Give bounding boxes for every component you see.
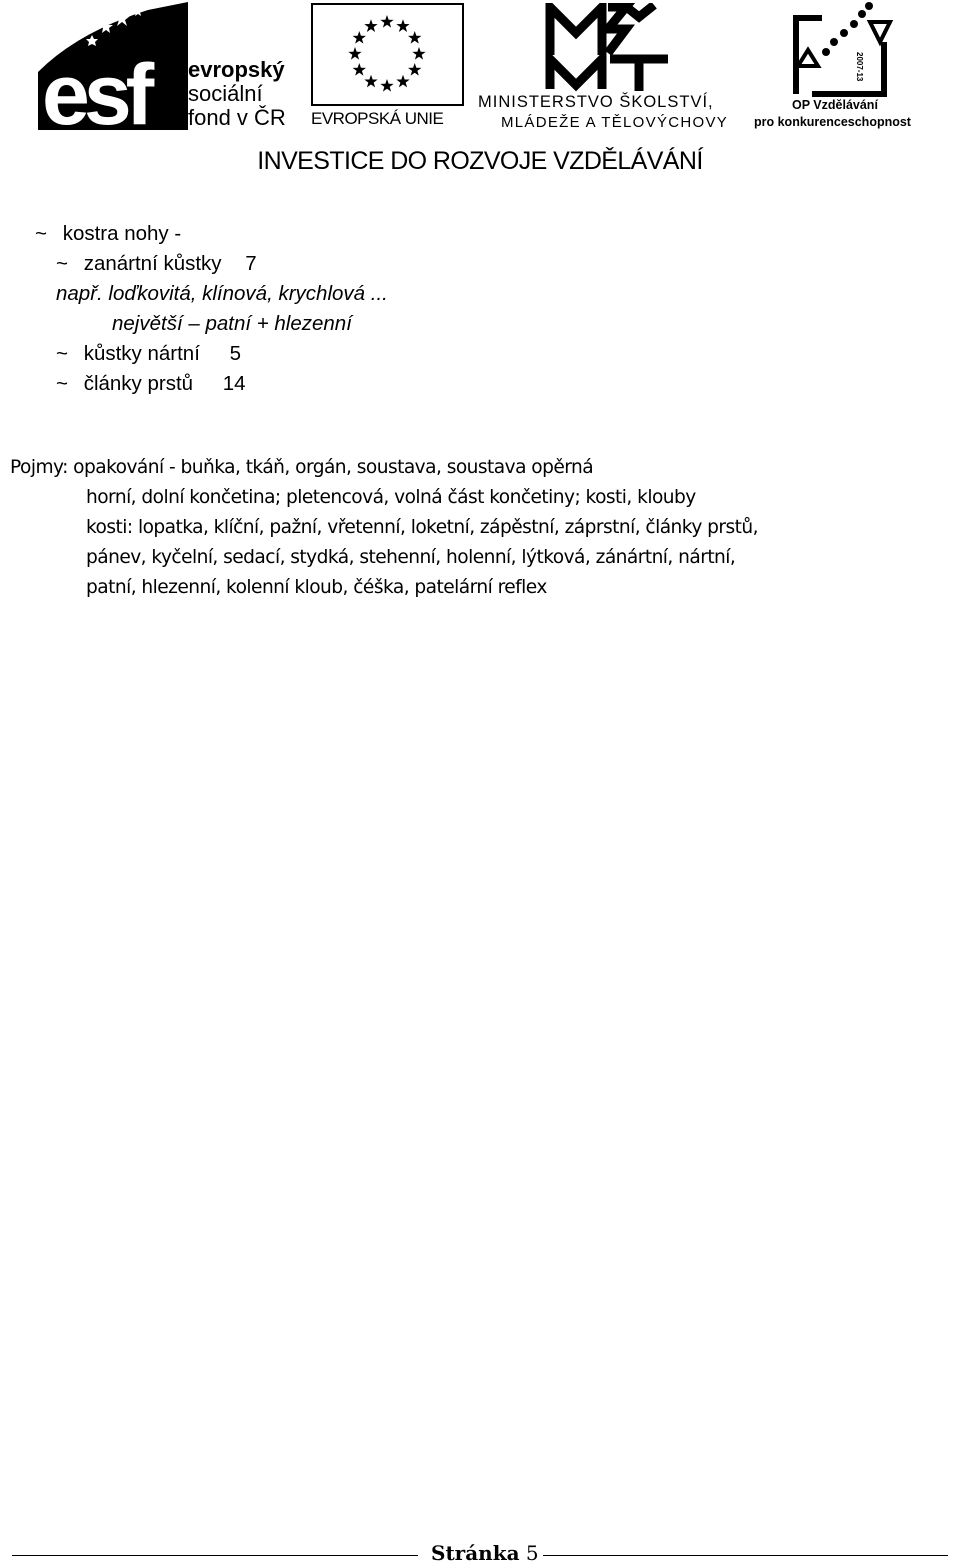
op-vk-mark-icon	[792, 2, 897, 97]
esf-line3: fond v ČR	[188, 105, 286, 130]
bullet-marker: ~	[56, 372, 68, 395]
item-count: 14	[222, 372, 246, 395]
list-item	[56, 252, 257, 276]
esf-mark-icon	[38, 2, 188, 130]
eu-logo	[311, 3, 466, 130]
terms-line: kosti: lopatka, klíční, pažní, vřetenní, loketní, zápěstní, záprstní, články prstů,	[86, 517, 758, 538]
footer-rule-left	[12, 1555, 418, 1556]
terms-line: patní, hlezenní, kolenní kloub, čéška, patelární reflex	[86, 577, 547, 598]
op-line1: OP Vzdělávání	[792, 98, 878, 112]
page-footer	[431, 1541, 539, 1565]
op-years: 2007-13	[855, 52, 864, 82]
terms-line: pánev, kyčelní, sedací, stydká, stehenní, holenní, lýtková, zánártní, nártní,	[86, 547, 736, 568]
list-item	[56, 342, 241, 366]
op-line2: pro konkurenceschopnost	[754, 115, 911, 129]
item-label: zanártní kůstky	[83, 252, 222, 275]
footer-rule-right	[543, 1555, 948, 1556]
msmt-line1: MINISTERSTVO ŠKOLSTVÍ,	[478, 93, 714, 111]
skeleton-heading	[35, 222, 181, 246]
msmt-logo	[478, 3, 748, 131]
terms-line: Pojmy: opakování - buňka, tkáň, orgán, soustava, soustava opěrná	[10, 457, 594, 478]
item-count: 5	[229, 342, 242, 365]
list-example: např. loďkovitá, klínová, krychlová ...	[56, 282, 388, 305]
eu-flag-icon	[311, 3, 464, 106]
slogan: INVESTICE DO ROZVOJE VZDĚLÁVÁNÍ	[257, 147, 703, 175]
list-note: největší – patní + hlezenní	[112, 312, 352, 335]
item-count: 7	[245, 252, 257, 275]
page-label: Stránka	[431, 1541, 520, 1565]
list-item	[56, 372, 246, 396]
bullet-marker: ~	[35, 222, 47, 245]
msmt-mark-icon	[544, 3, 674, 93]
item-label: články prstů	[83, 372, 194, 395]
bullet-marker: ~	[56, 342, 68, 365]
skeleton-heading-text: kostra nohy -	[62, 222, 182, 245]
terms-line: horní, dolní končetina; pletencová, volná část končetiny; kosti, klouby	[86, 487, 696, 508]
esf-line2: sociální	[188, 81, 263, 106]
op-vk-logo	[752, 2, 952, 132]
page-number: 5	[525, 1541, 539, 1565]
esf-line1: evropský	[188, 57, 285, 82]
eu-label: EVROPSKÁ UNIE	[311, 109, 444, 128]
bullet-marker: ~	[56, 252, 68, 275]
msmt-line2: MLÁDEŽE A TĚLOVÝCHOVY	[501, 114, 729, 131]
svg-text:esf: esf	[42, 47, 149, 130]
esf-logo	[38, 2, 308, 132]
item-label: kůstky nártní	[83, 342, 200, 365]
